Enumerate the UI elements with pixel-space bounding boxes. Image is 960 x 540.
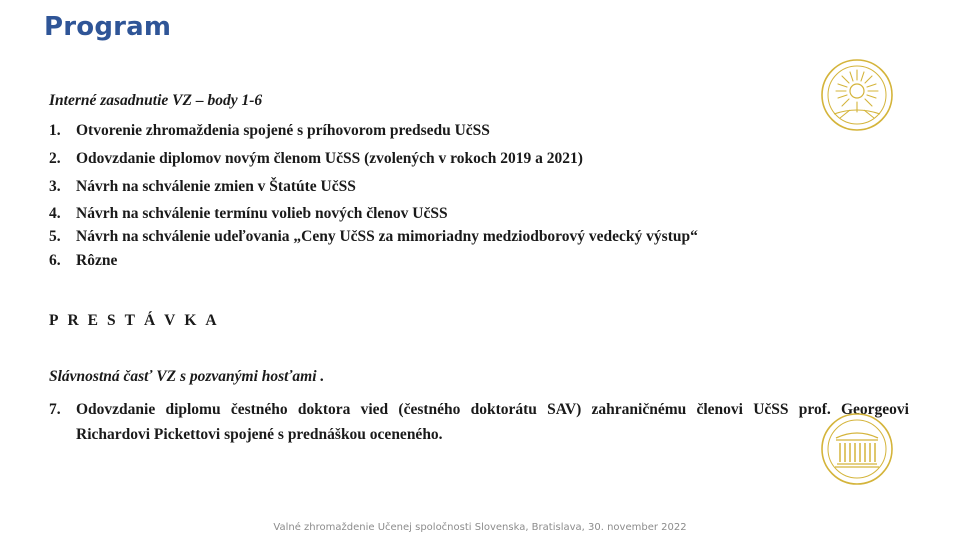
list-item bbox=[49, 178, 356, 196]
item-text: Návrh na schválenie zmien v Štatúte UčSS bbox=[76, 178, 356, 195]
item-number: 3. bbox=[49, 178, 61, 195]
list-item bbox=[49, 150, 583, 168]
item-text: Odovzdanie diplomu čestného doktora vied (čestného doktorátu SAV) zahraničnému členovi UčSS prof. Georgeovi Richardovi Pickettovi spojené s prednáškou oceneného. bbox=[76, 401, 909, 443]
item-number: 7. bbox=[49, 401, 61, 418]
item-number: 2. bbox=[49, 150, 61, 167]
section-heading-ceremonial: Slávnostná časť VZ s pozvanými hosťami . bbox=[49, 368, 325, 385]
sun-emblem-icon bbox=[820, 58, 894, 132]
item-text: Návrh na schválenie udeľovania „Ceny UčSS za mimoriadny medziodborový vedecký výstup“ bbox=[76, 228, 698, 245]
item-number: 5. bbox=[49, 228, 61, 245]
building-emblem-icon bbox=[820, 412, 894, 486]
item-text: Otvorenie zhromaždenia spojené s príhovorom predsedu UčSS bbox=[76, 122, 490, 139]
section-heading-internal: Interné zasadnutie VZ – body 1-6 bbox=[49, 92, 263, 109]
list-item-7 bbox=[49, 397, 909, 447]
item-text: Rôzne bbox=[76, 252, 118, 269]
item-number: 6. bbox=[49, 252, 61, 269]
item-text: Návrh na schválenie termínu volieb nových členov UčSS bbox=[76, 205, 448, 222]
list-item bbox=[49, 205, 448, 223]
item-number: 1. bbox=[49, 122, 61, 139]
list-item bbox=[49, 122, 490, 140]
list-item bbox=[49, 228, 698, 246]
item-text: Odovzdanie diplomov novým členom UčSS (zvolených v rokoch 2019 a 2021) bbox=[76, 150, 583, 167]
item-number: 4. bbox=[49, 205, 61, 222]
footer-text: Valné zhromaždenie Učenej spoločnosti Slovenska, Bratislava, 30. november 2022 bbox=[273, 522, 687, 533]
page-title: Program bbox=[44, 12, 172, 42]
break-label: PRESTÁVKA bbox=[49, 312, 226, 329]
list-item bbox=[49, 252, 117, 270]
